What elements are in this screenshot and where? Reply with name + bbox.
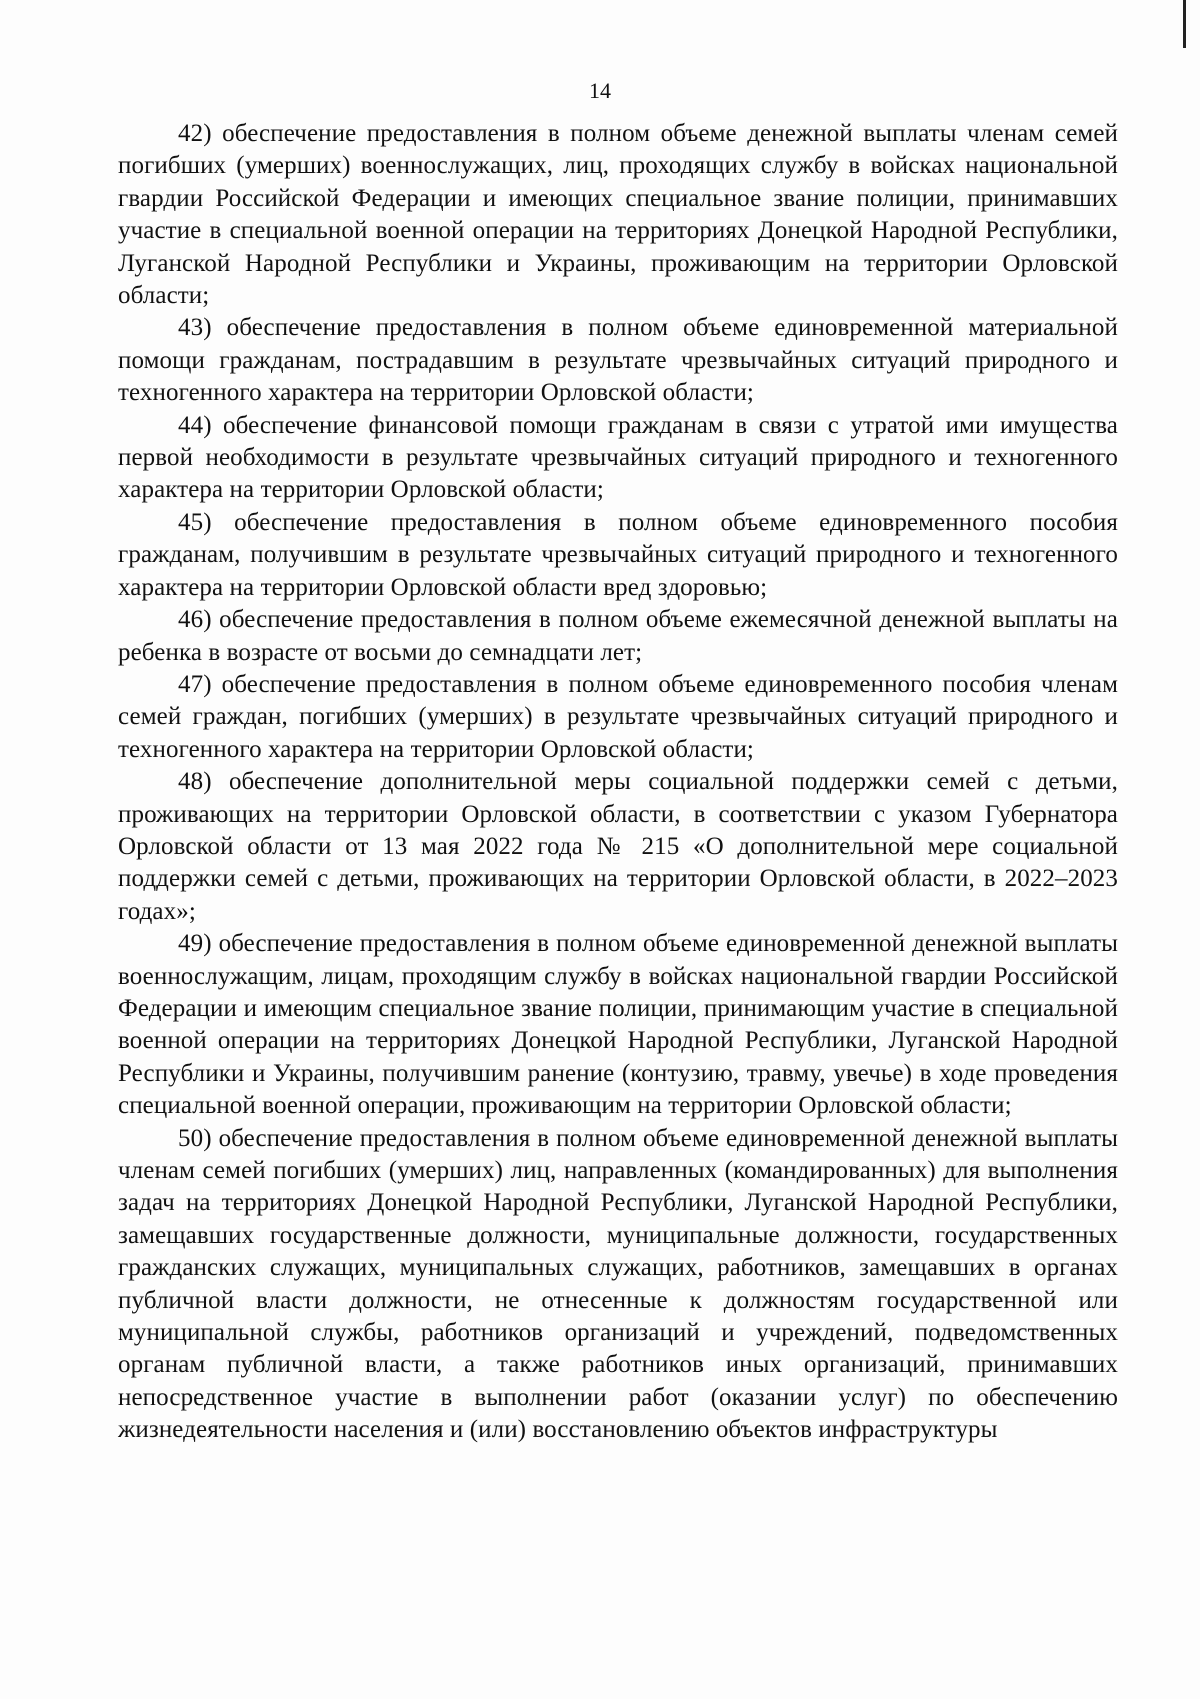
paragraph-43: 43) обеспечение предоставления в полном объеме единовременной материальной помощи гражданам, пострадавшим в результате чрезвычайных ситуаций природного и техногенного характера на территории Орловской области; xyxy=(118,314,1118,407)
paragraph-42: 42) обеспечение предоставления в полном объеме денежной выплаты членам семей погибших (умерших) военнослужащих, лиц, проходящих службу в войсках национальной гвардии Российской Федерации и имеющих специальное звание полиции, принимавших участие в специальной военной операции на территориях Донецкой Народной Республики, Луганской Народной Республики и Украины, проживающим на территории Орловской области; xyxy=(118,120,1118,310)
page-number: 14 xyxy=(589,78,611,103)
paragraph-48: 48) обеспечение дополнительной меры социальной поддержки семей с детьми, проживающих на территории Орловской области, в соответствии с указом Губернатора Орловской области от 13 мая 2022 года № 215 «О дополнительной мере социальной поддержки семей с детьми, проживающих на территории Орловской области, в 2022–2023 годах»; xyxy=(118,768,1118,925)
paragraph-44: 44) обеспечение финансовой помощи гражданам в связи с утратой ими имущества первой необходимости в результате чрезвычайных ситуаций природного и техногенного характера на территории Орловской области; xyxy=(118,411,1118,504)
scan-edge-line xyxy=(1183,0,1186,48)
paragraph-45: 45) обеспечение предоставления в полном объеме единовременного пособия гражданам, получившим в результате чрезвычайных ситуаций природного и техногенного характера на территории Орловской области вред здоровью; xyxy=(118,508,1118,601)
paragraph-50: 50) обеспечение предоставления в полном объеме единовременной денежной выплаты членам семей погибших (умерших) лиц, направленных (командированных) для выполнения задач на территориях Донецкой Народной Республики, Луганской Народной Республики, замещавших государственные должности, муниципальные должности, государственных гражданских служащих, муниципальных служащих, работников, замещавших в органах публичной власти должности, не отнесенные к должностям государственной или муниципальной службы, работников организаций и учреждений, подведомственных органам публичной власти, а также работников иных организаций, принимавших непосредственное участие в выполнении работ (оказании услуг) по обеспечению жизнедеятельности населения и (или) восстановлению объектов инфраструктуры xyxy=(118,1124,1118,1444)
document-body xyxy=(118,118,1118,1447)
paragraph-49: 49) обеспечение предоставления в полном объеме единовременной денежной выплаты военнослужащим, лицам, проходящим службу в войсках национальной гвардии Российской Федерации и имеющим специальное звание полиции, принимающим участие в специальной военной операции на территориях Донецкой Народной Республики, Луганской Народной Республики и Украины, получившим ранение (контузию, травму, увечье) в ходе проведения специальной военной операции, проживающим на территории Орловской области; xyxy=(118,930,1118,1120)
paragraph-46: 46) обеспечение предоставления в полном объеме ежемесячной денежной выплаты на ребенка в возрасте от восьми до семнадцати лет; xyxy=(118,606,1118,666)
paragraph-47: 47) обеспечение предоставления в полном объеме единовременного пособия членам семей граждан, погибших (умерших) в результате чрезвычайных ситуаций природного и техногенного характера на территории Орловской области; xyxy=(118,670,1118,763)
